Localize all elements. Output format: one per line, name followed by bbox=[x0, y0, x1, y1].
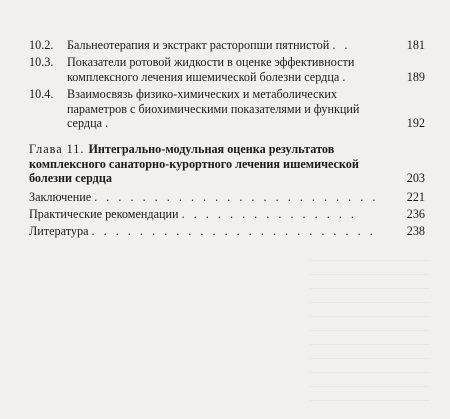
toc-entry bbox=[29, 55, 425, 84]
toc-entry-page: 238 bbox=[406, 224, 425, 239]
chapter-page: 203 bbox=[406, 171, 425, 186]
toc-entry-title: Практические рекомендации bbox=[29, 207, 179, 222]
toc-entry-title: Показатели ротовой жидкости в оценке эффективности комплексного лечения ишемической болезни сердца bbox=[67, 55, 355, 84]
toc-chapter-heading bbox=[29, 142, 425, 185]
toc-leader: . bbox=[105, 116, 112, 131]
toc-entry-title: Взаимосвязь физико-химических и метаболических параметров с биохимическими показателями и функций сердца bbox=[67, 87, 360, 131]
toc-leader: . bbox=[342, 69, 349, 84]
toc-entry-page: 236 bbox=[406, 207, 425, 222]
toc-entry-page: 189 bbox=[406, 69, 425, 84]
toc-leader: . . . . . . . . . . . . . . . . . . . . . . . . bbox=[91, 224, 376, 239]
toc-entry-number: 10.4. bbox=[29, 87, 54, 102]
toc-entry-title: Бальнеотерапия и экстракт расторопши пятнистой bbox=[67, 38, 330, 52]
toc-entry-page: 192 bbox=[406, 116, 425, 131]
toc-entry bbox=[29, 190, 425, 204]
chapter-label: Глава 11. bbox=[29, 142, 85, 157]
toc-entry bbox=[29, 38, 425, 52]
toc-entry-title: Заключение bbox=[29, 189, 92, 204]
bleed-through-texture bbox=[310, 260, 430, 410]
toc-entry-number: 10.3. bbox=[29, 55, 54, 70]
toc-leader: . . . . . . . . . . . . . . . . . . . . . . . . bbox=[94, 189, 379, 204]
toc-entry bbox=[29, 87, 425, 130]
toc-leader: . . bbox=[332, 38, 351, 52]
toc-entry bbox=[29, 224, 425, 238]
chapter-title: Интегрально-модульная оценка результатов комплексного санаторно-курортного лечения ишемической болезни сердца bbox=[29, 142, 359, 186]
toc-entry-page: 221 bbox=[406, 189, 425, 204]
toc-entry bbox=[29, 207, 425, 221]
toc-leader: . . . . . . . . . . . . . . . bbox=[181, 207, 357, 222]
table-of-contents bbox=[29, 38, 425, 242]
toc-entry-title: Литература bbox=[29, 224, 89, 239]
toc-entry-page: 181 bbox=[406, 38, 425, 52]
toc-entry-number: 10.2. bbox=[29, 38, 54, 52]
